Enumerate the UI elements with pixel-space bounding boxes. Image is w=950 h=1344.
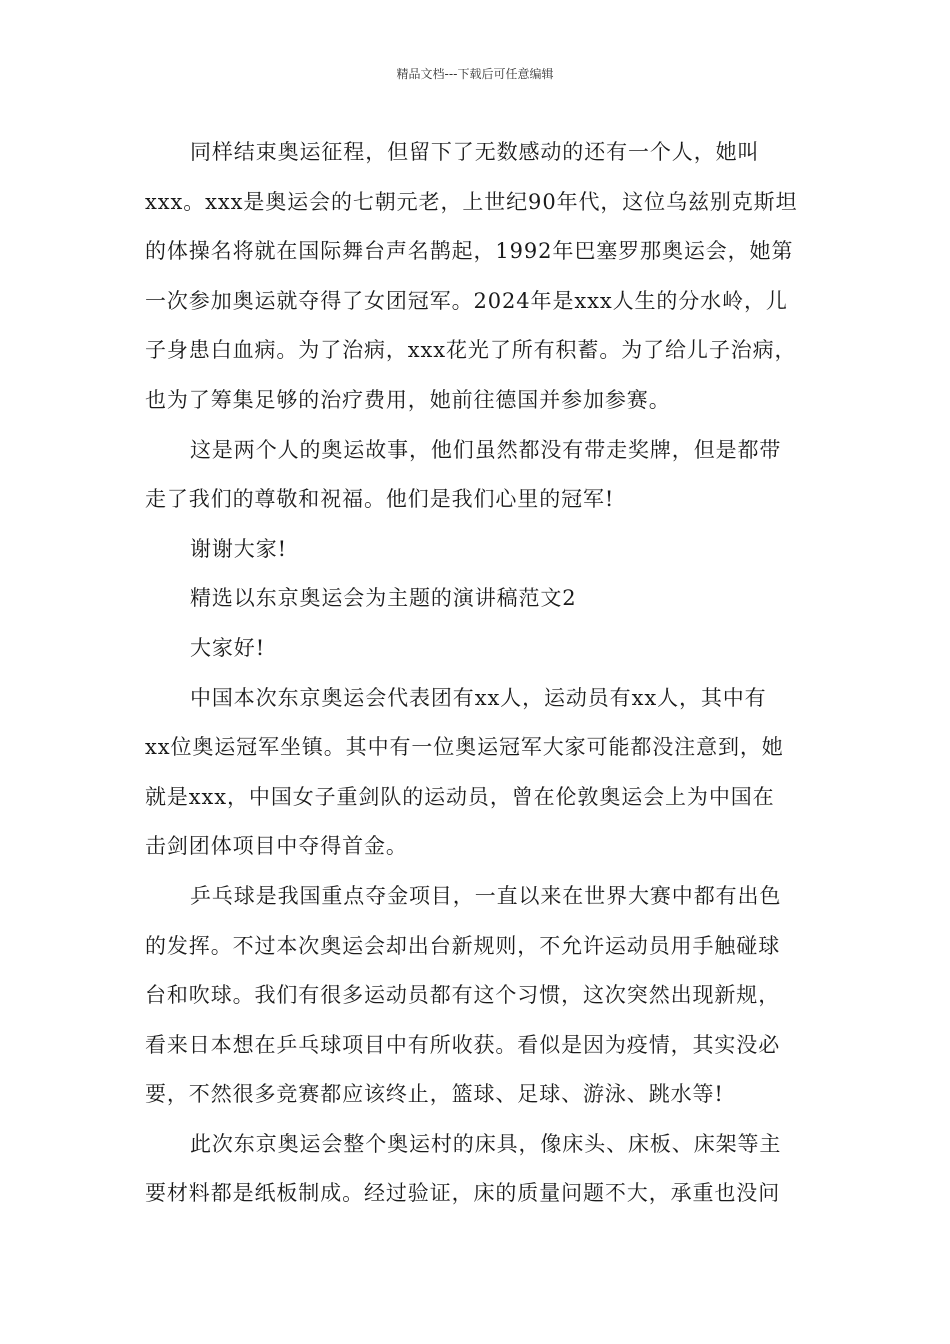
- text-line: 击剑团体项目中夺得首金。: [145, 834, 408, 859]
- text-line: 同样结束奥运征程，但留下了无数感动的还有一个人，她叫: [190, 140, 760, 164]
- text-line: 此次东京奥运会整个奥运村的床具，像床头、床板、床架等主: [190, 1131, 782, 1156]
- closing-thanks: 谢谢大家!: [190, 536, 287, 561]
- text-line: 这是两个人的奥运故事，他们虽然都没有带走奖牌，但是都带: [190, 437, 782, 462]
- document-body: [145, 128, 813, 1219]
- text-line: 台和吹球。我们有很多运动员都有这个习惯，这次突然出现新规，: [145, 983, 781, 1008]
- text-line: xxx。xxx是奥运会的七朝元老，上世纪90年代，这位乌兹别克斯坦: [145, 189, 798, 214]
- text-line: 的发挥。不过本次奥运会却出台新规则，不允许运动员用手触碰球: [145, 933, 781, 958]
- text-line: 看来日本想在乒乓球项目中有所收获。看似是因为疫情，其实没必: [145, 1032, 781, 1057]
- text-line: 走了我们的尊敬和祝福。他们是我们心里的冠军!: [145, 487, 615, 512]
- page-header: 精品文档---下载后可任意编辑: [396, 67, 554, 81]
- text-line: 也为了筹集足够的治疗费用，她前往德国并参加参赛。: [145, 387, 671, 412]
- text-line: 子身患白血病。为了治病，xxx花光了所有积蓄。为了给儿子治病，: [145, 338, 797, 363]
- text-line: 就是xxx，中国女子重剑队的运动员，曾在伦敦奥运会上为中国在: [145, 784, 775, 809]
- text-line: 要，不然很多竞赛都应该终止，篮球、足球、游泳、跳水等!: [145, 1082, 724, 1107]
- text-line: 的体操名将就在国际舞台声名鹊起，1992年巴塞罗那奥运会，她第: [145, 239, 794, 264]
- text-line: 要材料都是纸板制成。经过验证，床的质量问题不大，承重也没问: [145, 1181, 781, 1206]
- text-line: 中国本次东京奥运会代表团有xx人，运动员有xx人，其中有: [190, 685, 767, 710]
- greeting: 大家好!: [190, 635, 266, 660]
- text-line: 乒乓球是我国重点夺金项目，一直以来在世界大赛中都有出色: [190, 883, 782, 908]
- text-line: 一次参加奥运就夺得了女团冠军。2024年是xxx人生的分水岭，儿: [145, 288, 788, 313]
- text-line: xx位奥运冠军坐镇。其中有一位奥运冠军大家可能都没注意到，她: [145, 735, 784, 760]
- section-title: 精选以东京奥运会为主题的演讲稿范文2: [190, 586, 577, 611]
